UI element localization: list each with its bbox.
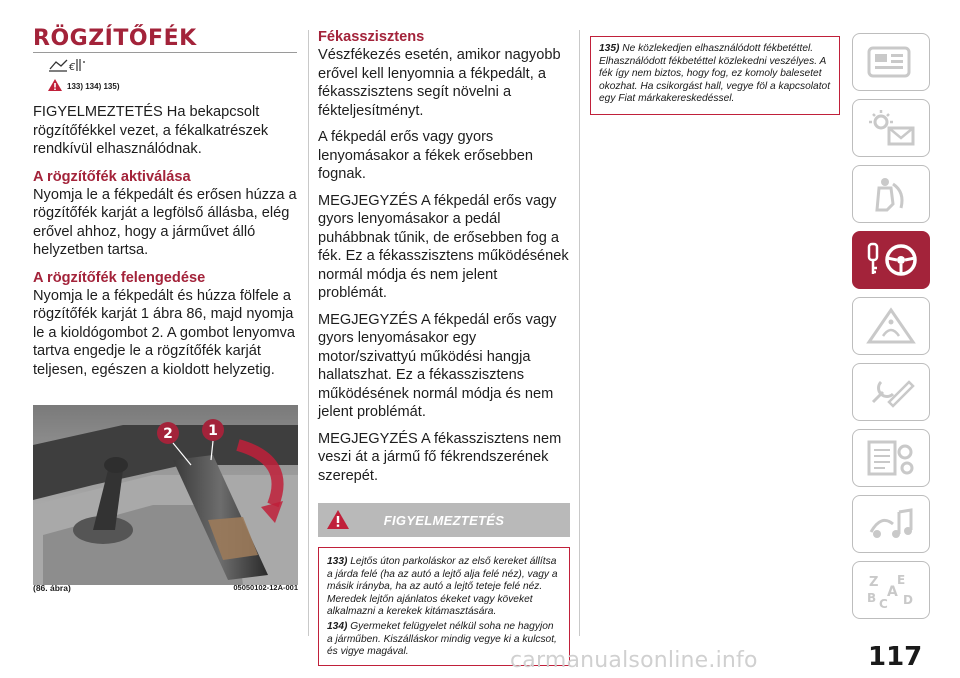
note-box-135: 135) Ne közlekedjen elhasználódott fékbetéttel. Elhasználódott fékbetéttel közlekedni veszélyes. A fék így nem biztos, hogy fog, ez komoly balesetet okozhat. Ha csikorgást hall, vegye föl a kapcsolatot egy Fiat márkakereskedéssel. [590,36,840,115]
tab-maintenance[interactable] [852,363,930,421]
column-middle [318,28,570,666]
warning-intro: FIGYELMEZTETÉS Ha bekapcsolt rögzítőfékkel vezet, a fékalkatrészek rendkívül elhasználódnak. [33,104,269,157]
starting-driving-icon [861,238,921,282]
svg-text:1: 1 [208,423,218,439]
assist-heading: Fékasszisztens [318,29,425,45]
tab-dashboard-lights[interactable] [852,99,930,157]
warning-triangle-icon [326,509,350,533]
tab-car-info[interactable] [852,33,930,91]
column-divider-1 [308,30,309,636]
warning-triangle-icon [47,78,63,94]
svg-text:D: D [903,593,913,607]
assist-p2: A fékpedál erős vagy gyors lenyomásakor a fékek erősebben fognak. [318,129,533,182]
warning-item-133: 133) Lejtős úton parkoláskor az első kereket állítsa a járda felé (ha az autó a lejtő alja felé néz), vagy a másik irányba, ha az autó a lejtő teteje felé néz. Meredek lejtőn ajánlatos ékeket vagy köveket alkalmazni a kerekek kitámasztására. [327,556,558,618]
svg-text:B: B [867,591,877,605]
svg-text:A: A [887,584,898,600]
car-info-icon [863,42,919,82]
warning-banner [318,503,570,537]
emergency-icon [863,306,919,346]
svg-text:C: C [879,597,888,610]
warning-item-134: 134) Gyermeket felügyelet nélkül soha ne hagyjon a járműben. Kiszálláskor mindig vegye ki a kulcsot, és vigye magával. [327,620,557,658]
warning-banner-label: FIGYELMEZTETÉS [383,512,505,528]
figure-caption [33,583,298,593]
section-title: RÖGZÍTŐFÉK [33,26,197,51]
tab-technical-data[interactable] [852,429,930,487]
multimedia-icon [863,504,919,544]
activate-text: Nyomja le a fékpedált és erősen húzza a rögzítőfék karját a legfölső állásba, elég erővel ahhoz, hogy a járművet álló helyzetben tartsa. [33,186,297,258]
svg-text:€: € [69,62,76,73]
column-left [33,26,299,379]
figure-code: 05050102-12A-001 [233,583,298,592]
chapter-tabs [852,33,930,627]
page-number: 117 [868,642,923,672]
tab-multimedia[interactable] [852,495,930,553]
parking-brake-symbol-icon [47,57,299,75]
release-heading: A rögzítőfék felengedése [33,269,206,286]
svg-text:Z: Z [869,575,879,590]
assist-p3: MEGJEGYZÉS A fékpedál erős vagy gyors lenyomásakor a pedál puhábbnak tűnik, de erősebben fog a fék. Ez a fékasszisztens működésének normál módja és nem jelent problémát. [318,192,569,301]
safety-icon [863,174,919,214]
parking-brake-figure [33,405,298,585]
title-divider [33,52,297,53]
index-icon [863,570,919,610]
tab-safety[interactable] [852,165,930,223]
watermark: carmanualsonline.info [510,648,758,673]
tab-starting-driving[interactable] [852,231,930,289]
svg-text:2: 2 [163,426,173,442]
tab-emergency[interactable] [852,297,930,355]
column-divider-2 [579,30,580,636]
release-text: Nyomja le a fékpedált és húzza fölfele a rögzítőfék karját 1 ábra 86, majd nyomja le a kioldógombot 2. A gombot lenyomva tartva engedje le a rögzítőfék karját teljesen, egészen a kioldott helyzetig. [33,287,296,378]
column-right [590,36,840,115]
assist-p1: Vészfékezés esetén, amikor nagyobb erővel kell lenyomnia a fékpedált, a fékasszisztens segít növelni a fékteljesítményt. [318,47,561,119]
technical-data-icon [863,438,919,478]
figure-caption-label: (86. ábra) [33,583,71,593]
maintenance-icon [863,372,919,412]
assist-p5: MEGJEGYZÉS A fékasszisztens nem veszi át a jármű fő fékrendszerének szerepét. [318,430,562,484]
refs-text: 133) 134) 135) [67,81,120,91]
svg-text:E: E [897,573,906,587]
warning-refs [47,78,299,94]
dashboard-lights-icon [863,108,919,148]
assist-p4: MEGJEGYZÉS A fékpedál erős vagy gyors lenyomásakor egy motor/szivattyú működési hangja hallatszhat. Ez a fékasszisztens működésének normál módja és nem jelent problémát. [318,311,557,420]
tab-index[interactable] [852,561,930,619]
activate-heading: A rögzítőfék aktiválása [33,168,191,185]
